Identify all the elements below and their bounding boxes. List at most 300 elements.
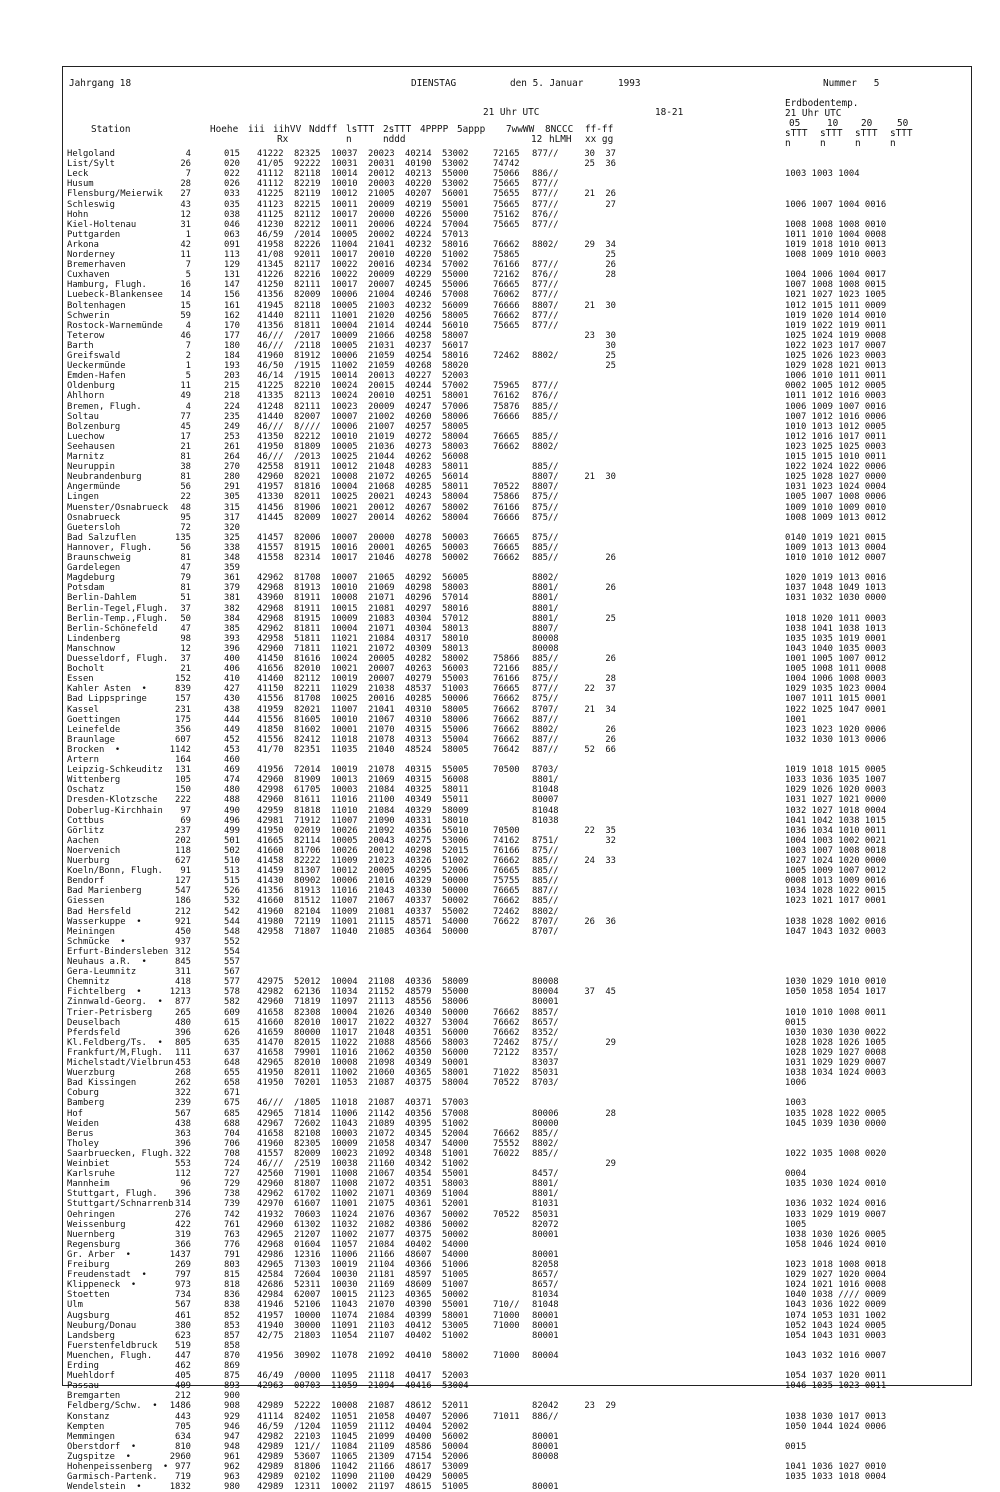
cell-iihvv: 41950 [257,1068,284,1079]
cell-2sttt: 20010 [368,250,395,260]
table-row [63,301,971,311]
cell-2sttt: 21067 [368,896,395,907]
cell-pressure: 40295 [405,866,432,877]
cell-tendency: 58016 [442,239,469,250]
cell-cloud: 80008 [532,643,559,654]
table-row [63,290,971,300]
cell-nddff: 71807 [294,926,321,937]
station-name: Deuselbach [67,1017,121,1028]
cell-lsttt: 10007 [331,532,358,543]
cell-soil-temps: 1019 1018 1015 0005 [785,765,887,776]
cell-lsttt: 11001 [331,916,358,927]
station-id: 658 [224,1078,240,1089]
cell-cloud: 8802/ [532,351,559,361]
station-id: 184 [224,351,240,361]
cell-tendency: 53004 [442,1017,469,1028]
station-height: 2 [185,351,191,361]
cell-2sttt: 20016 [368,260,395,271]
station-id: 177 [224,330,240,341]
station-height: 438 [175,1118,191,1129]
table-row [63,846,971,856]
cell-iihvv: 42960 [257,643,284,654]
station-id: 675 [224,1098,240,1109]
station-id: 224 [224,401,240,412]
station-name: Duesseldorf, Flugh. [67,654,169,664]
station-name: Artern [67,755,99,765]
cell-tendency: 52001 [442,1199,469,1210]
cell-lsttt: 11059 [331,1381,358,1392]
station-height: 322 [175,1148,191,1159]
cell-iihvv: 41114 [257,1411,284,1422]
cell-soil-temps: 1032 1027 1018 0004 [785,805,887,816]
cell-weather: 71000 [493,1320,520,1331]
station-height: 31 [180,219,191,230]
station-height: 118 [175,845,191,856]
rx-header: Rx [277,134,289,145]
table-row [63,1119,971,1129]
cell-cloud: 8801/ [532,1179,559,1190]
cell-tendency: 54000 [442,1239,469,1250]
cell-soil-temps: 1033 1036 1035 1007 [785,775,887,786]
cell-weather: 76662 [493,694,520,705]
station-name: Bendorf [67,876,105,887]
cell-iihvv: 42989 [257,1451,284,1462]
station-height: 175 [175,714,191,725]
cell-weather: 76662 [493,896,520,907]
station-height: 12 [180,209,191,220]
cell-soil-temps: 1054 1037 1020 0011 [785,1371,887,1382]
cell-tendency: 51005 [442,1482,469,1492]
cell-soil-temps: 1015 1015 1010 0011 [785,452,887,462]
station-id: 180 [224,340,240,351]
station-name: Oschatz [67,785,105,796]
cell-soil-temps: 1012 1016 1017 0011 [785,431,887,442]
table-row [63,381,971,391]
cell-pressure: 40283 [405,462,432,473]
table-row [63,1109,971,1119]
cell-nddff: /0000 [294,1371,321,1382]
station-name: Stoetten [67,1290,110,1301]
cell-cloud: 81034 [532,1290,559,1301]
cell-2sttt: 21078 [368,765,395,776]
cell-iihvv: 42958 [257,633,284,644]
cell-tendency: 57008 [442,290,469,301]
cell-nddff: /1204 [294,1421,321,1432]
cell-soil-temps: 1023 1018 1008 0018 [785,1260,887,1270]
cell-pressure: 40310 [405,714,432,725]
cell-pressure: 40410 [405,1350,432,1361]
station-height: 269 [175,1260,191,1270]
station-id: 858 [224,1340,240,1351]
station-id: 430 [224,694,240,705]
issue-number: Nummer 5 [823,78,880,89]
cloud-header: 8NCCC [545,124,574,135]
cell-2sttt: 21016 [368,876,395,887]
cell-iihvv: 41457 [257,532,284,543]
cell-lsttt: 11053 [331,1078,358,1089]
table-row [63,866,971,876]
table-row [63,997,971,1007]
cell-lsttt: 10015 [331,603,358,614]
table-row [63,1149,971,1159]
cell-cloud: 80001 [532,997,559,1008]
cell-2sttt: 21099 [368,1431,395,1442]
cell-2sttt: 21067 [368,1169,395,1180]
cell-pressure: 40257 [405,421,432,432]
cell-lsttt: 11006 [331,1249,358,1260]
station-height: 131 [175,765,191,776]
station-height: 21 [180,664,191,675]
station-height: 127 [175,876,191,887]
station-id: 578 [224,987,240,998]
station-height: 443 [175,1411,191,1422]
cell-cloud: 8802/ [532,724,559,735]
cell-soil-temps: 1040 1038 //// 0009 [785,1290,887,1301]
table-row [63,1381,971,1391]
cell-iihvv: 43960 [257,593,284,604]
station-name: Frankfurt/M,Flugh. [67,1047,163,1058]
table-row [63,917,971,927]
station-id: 393 [224,633,240,644]
cell-iihvv: 46/59 [257,229,284,240]
cell-2sttt: 20007 [368,674,395,685]
table-row [63,240,971,250]
cell-tendency: 50000 [442,886,469,897]
cell-lsttt: 10024 [331,654,358,664]
cell-pressure: 40190 [405,159,432,170]
station-name: Ulm [67,1300,83,1311]
table-row [63,402,971,412]
cell-nddff: 01604 [294,1239,321,1250]
station-name: Berlin-Tegel,Flugh. [67,603,169,614]
cell-2sttt: 21078 [368,734,395,745]
cell-2sttt: 21100 [368,1472,395,1483]
cell-iihvv: 41658 [257,1007,284,1018]
cell-soil-temps: 1024 1021 1016 0008 [785,1280,887,1291]
station-id: 729 [224,1179,240,1190]
cell-iihvv: 41225 [257,381,284,392]
cell-lsttt: 10024 [331,391,358,402]
cell-weather: 70500 [493,825,520,836]
station-name: Cuxhaven [67,270,110,281]
cell-soil-temps: 1022 1024 1022 0006 [785,462,887,473]
station-name: Greifswald [67,351,121,361]
cell-weather: 76022 [493,1148,520,1159]
station-name: Coburg [67,1088,99,1099]
cell-pressure: 40298 [405,583,432,594]
cell-weather: 76162 [493,391,520,402]
cell-iihvv: 46/// [257,330,284,341]
station-id: 038 [224,209,240,220]
cell-iihvv: 41980 [257,916,284,927]
cell-iihvv: 41248 [257,401,284,412]
table-row [63,735,971,745]
cell-nddff: 92011 [294,250,321,260]
table-row [63,745,971,755]
station-height: 366 [175,1239,191,1250]
station-id: 131 [224,270,240,281]
table-row [63,432,971,442]
cell-soil-temps: 1010 1013 1012 0005 [785,421,887,432]
table-row [63,200,971,210]
cell-iihvv: 42984 [257,1290,284,1301]
station-height: 95 [180,512,191,523]
cell-nddff: 71811 [294,643,321,654]
cell-lsttt: 10012 [331,189,358,200]
cell-gust-2: 26 [605,189,616,200]
cell-weather: 75876 [493,401,520,412]
station-height: 1486 [169,1401,191,1412]
cell-soil-temps: 1006 1009 1007 0016 [785,401,887,412]
cell-2sttt: 21108 [368,977,395,988]
cell-pressure: 40400 [405,1431,432,1442]
cell-iihvv: 42558 [257,462,284,473]
cell-gust-2: 35 [605,825,616,836]
cell-cloud: 875// [532,502,559,513]
table-row [63,1442,971,1452]
station-id: 513 [224,866,240,877]
cell-tendency: 55006 [442,724,469,735]
station-id: 325 [224,532,240,543]
cell-cloud: 877// [532,199,559,210]
station-name: Husum [67,179,94,190]
cell-2sttt: 21068 [368,482,395,493]
table-row [63,1432,971,1442]
cell-gust-2: 33 [605,856,616,866]
cell-2sttt: 21058 [368,1138,395,1149]
station-name: Noervenich [67,845,121,856]
cell-2sttt: 21115 [368,916,395,927]
station-height: 409 [175,1381,191,1392]
cell-pressure: 40342 [405,1159,432,1169]
cell-gust-2: 26 [605,734,616,745]
station-id: 615 [224,1017,240,1028]
cell-iihvv: 41335 [257,391,284,402]
station-id: 544 [224,916,240,927]
cell-tendency: 58016 [442,603,469,614]
cell-tendency: 58011 [442,785,469,796]
cell-weather: 76662 [493,441,520,452]
station-id: 400 [224,654,240,664]
cell-lsttt: 10004 [331,1007,358,1018]
cell-pressure: 40402 [405,1239,432,1250]
cell-lsttt: 10004 [331,320,358,331]
cell-lsttt: 11084 [331,1441,358,1452]
table-row [63,523,971,533]
cell-pressure: 40317 [405,633,432,644]
table-row [63,1422,971,1432]
station-height: 16 [180,280,191,291]
cell-soil-temps: 1035 1030 1024 0010 [785,1179,887,1190]
station-name: Hannover, Flugh. [67,542,153,553]
cell-tendency: 58009 [442,977,469,988]
cell-cloud: 80006 [532,1108,559,1119]
cell-2sttt: 21067 [368,714,395,725]
cell-nddff: 81915 [294,613,321,624]
station-id: 655 [224,1068,240,1079]
cell-pressure: 40313 [405,734,432,745]
station-height: 607 [175,734,191,745]
station-height: 422 [175,1219,191,1230]
weather-header: 7wwWW [506,124,535,135]
cell-weather: 74742 [493,159,520,170]
cell-nddff: 71819 [294,997,321,1008]
cell-cloud: 877// [532,280,559,291]
station-id: 480 [224,785,240,796]
station-height: 164 [175,755,191,765]
cell-2sttt: 21062 [368,1047,395,1058]
cell-weather: 72162 [493,270,520,281]
cell-pressure: 40263 [405,664,432,675]
cell-iihvv: 41445 [257,512,284,523]
cell-pressure: 40244 [405,320,432,331]
cell-2sttt: 20023 [368,149,395,159]
station-id: 015 [224,149,240,159]
table-row [63,927,971,937]
station-height: 567 [175,1300,191,1311]
cell-gust-1: 25 [584,159,595,170]
cell-tendency: 58005 [442,310,469,321]
table-row [63,331,971,341]
cell-weather: 75755 [493,876,520,887]
cell-lsttt: 11032 [331,1219,358,1230]
cell-lsttt: 10011 [331,219,358,230]
cell-soil-temps: 1004 1003 1002 0021 [785,835,887,846]
cell-weather: 71022 [493,1068,520,1079]
station-height: 877 [175,997,191,1008]
cell-pressure: 40429 [405,1472,432,1483]
cell-pressure: 40260 [405,411,432,422]
station-name: Bocholt [67,664,105,675]
cell-pressure: 40361 [405,1199,432,1210]
cell-tendency: 58013 [442,643,469,654]
station-id: 396 [224,643,240,654]
station-name: Braunschweig [67,553,131,563]
cell-lsttt: 10006 [331,351,358,361]
cell-nddff: 30902 [294,1350,321,1361]
cell-cloud: 81038 [532,815,559,826]
cell-pressure: 40247 [405,401,432,412]
station-height: 553 [175,1159,191,1169]
dh-header: 12 [531,134,543,145]
cell-nddff: 81611 [294,795,321,806]
cell-soil-temps: 1031 1023 1024 0004 [785,482,887,493]
station-name: Braunlage [67,734,115,745]
station-height: 26 [180,159,191,170]
cell-pressure: 40256 [405,310,432,321]
cell-lsttt: 10012 [331,462,358,473]
cell-lsttt: 11090 [331,1472,358,1483]
station-id: 853 [224,1320,240,1331]
table-row [63,674,971,684]
station-name: Bad Hersfeld [67,906,131,917]
cell-pressure: 40292 [405,573,432,584]
cell-2sttt: 21059 [368,361,395,372]
station-name: Oberstdorf • [67,1441,137,1452]
cell-nddff: 81911 [294,462,321,473]
cell-nddff: /2118 [294,340,321,351]
cell-soil-temps: 1028 1028 1026 1005 [785,1037,887,1048]
cell-lsttt: 10006 [331,290,358,301]
cell-tendency: 50001 [442,1058,469,1068]
cell-nddff: 82219 [294,179,321,190]
station-id: 532 [224,896,240,907]
cell-2sttt: 21112 [368,1421,395,1432]
cell-2sttt: 21089 [368,1118,395,1129]
cell-nddff: 82010 [294,1058,321,1068]
station-name: Emden-Hafen [67,371,126,382]
cell-nddff: 81909 [294,775,321,786]
cell-tendency: 58011 [442,462,469,473]
cell-pressure: 40224 [405,229,432,240]
station-height: 56 [180,542,191,553]
station-height: 77 [180,411,191,422]
station-name: Soltau [67,411,99,422]
station-id: 193 [224,361,240,372]
cell-gust-2: 28 [605,674,616,685]
cell-cloud: 81031 [532,1199,559,1210]
depth-10: 10 [827,118,839,129]
cell-nddff: 52012 [294,977,321,988]
cell-pressure: 40232 [405,300,432,311]
cell-lsttt: 11009 [331,856,358,866]
cell-2sttt: 21041 [368,704,395,715]
cell-nddff: 82011 [294,492,321,503]
station-name: Essen [67,674,94,685]
station-height: 418 [175,977,191,988]
cell-cloud: 83037 [532,1058,559,1068]
cell-cloud: 885// [532,462,559,473]
cell-pressure: 40349 [405,1058,432,1068]
station-name: Kahler Asten • [67,684,147,695]
cell-cloud: 877// [532,219,559,230]
cell-cloud: 885// [532,401,559,412]
table-row [63,644,971,654]
cell-2sttt: 21094 [368,1381,395,1392]
cell-nddff: 82112 [294,209,321,220]
cell-nddff: /2017 [294,330,321,341]
cell-soil-temps: 1030 1030 1030 0022 [785,1027,887,1038]
cell-tendency: 58005 [442,744,469,755]
station-id: 113 [224,250,240,260]
cell-cloud: 8802/ [532,573,559,584]
station-name: Manschnow [67,643,115,654]
station-id: 671 [224,1088,240,1099]
cell-iihvv: 41/70 [257,744,284,755]
station-height: 202 [175,835,191,846]
station-name: Memmingen [67,1431,115,1442]
cell-pressure: 40297 [405,603,432,614]
cell-lsttt: 10003 [331,1128,358,1139]
cell-cloud: 80001 [532,1320,559,1331]
cell-lsttt: 11007 [331,704,358,715]
station-id: 215 [224,381,240,392]
cell-weather: 710// [493,1300,520,1311]
station-name: Bolzenburg [67,421,121,432]
cell-gust-1: 24 [584,856,595,866]
station-height: 237 [175,825,191,836]
cell-nddff: 61607 [294,1199,321,1210]
station-height: 112 [175,1169,191,1180]
cell-iihvv: 41450 [257,654,284,664]
station-height: 105 [175,775,191,786]
station-name: Zinnwald-Georg. • [67,997,163,1008]
station-id: 156 [224,290,240,301]
cell-iihvv: 41557 [257,542,284,553]
cell-iihvv: 42989 [257,1441,284,1452]
station-id: 203 [224,371,240,382]
cell-gust-2: 29 [605,1159,616,1169]
